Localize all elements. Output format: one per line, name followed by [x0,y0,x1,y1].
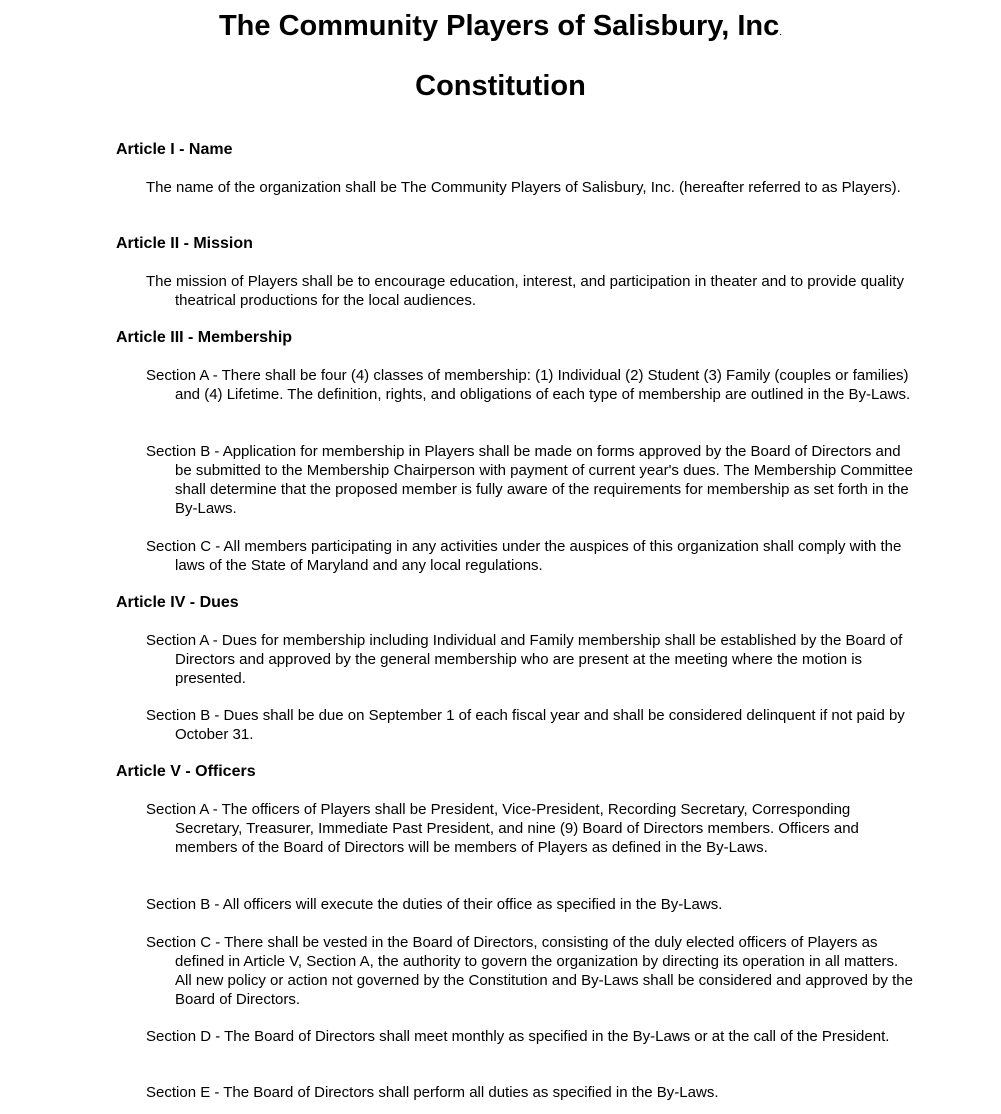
article-paragraph: Section B - All officers will execute the duties of their office as specified in the By-Laws. [146,896,723,913]
article-heading: Article I - Name [116,141,233,158]
article-paragraph: The name of the organization shall be The Community Players of Salisbury, Inc. (hereafter referred to as Players). [146,179,901,196]
article-paragraph: Section E - The Board of Directors shall perform all duties as specified in the By-Laws. [146,1084,719,1101]
article-heading: Article II - Mission [116,235,253,252]
article-paragraph: Section C - There shall be vested in the Board of Directors, consisting of the duly elected officers of Players as defined in Article V, Section A, the authority to govern the organization by directing its operation in all matters. All new policy or action not governed by the Constitution and By-Laws shall be considered and approved by the Board of Directors. [146,934,913,1008]
article-paragraph: Section D - The Board of Directors shall meet monthly as specified in the By-Laws or at the call of the President. [146,1028,890,1045]
article-paragraph: Section A - The officers of Players shall be President, Vice-President, Recording Secretary, Corresponding Secretary, Treasurer, Immediate Past President, and nine (9) Board of Directors members. Officers and members of the Board of Directors will be members of Players as defined in the By-Laws. [146,801,859,856]
article-paragraph: Section A - Dues for membership including Individual and Family membership shall be established by the Board of Directors and approved by the general membership who are present at the meeting where the motion is presented. [146,632,903,687]
article-heading: Article IV - Dues [116,594,239,611]
article-paragraph: Section C - All members participating in any activities under the auspices of this organization shall comply with the laws of the State of Maryland and any local regulations. [146,538,902,574]
article-paragraph: Section A - There shall be four (4) classes of membership: (1) Individual (2) Student (3) Family (couples or families) and (4) Lifetime. The definition, rights, and obligations of each type of membership are outlined in the By-Laws. [146,367,911,403]
document-title [0,8,1001,51]
article-paragraph: The mission of Players shall be to encourage education, interest, and participation in theater and to provide quality theatrical productions for the local audiences. [146,273,904,309]
document-subtitle: Constitution [415,70,586,102]
article-paragraph: Section B - Application for membership in Players shall be made on forms approved by the Board of Directors and be submitted to the Membership Chairperson with payment of current year's dues. The Membership Committee shall determine that the proposed member is fully aware of the requirements for membership as set forth in the By-Laws. [146,443,913,517]
article-paragraph: Section B - Dues shall be due on September 1 of each fiscal year and shall be considered delinquent if not paid by October 31. [146,707,905,743]
document-title-dot: . [779,27,783,38]
article-heading: Article III - Membership [116,329,293,346]
document-title-text: The Community Players of Salisbury, Inc [218,10,780,42]
article-heading: Article V - Officers [116,763,256,780]
